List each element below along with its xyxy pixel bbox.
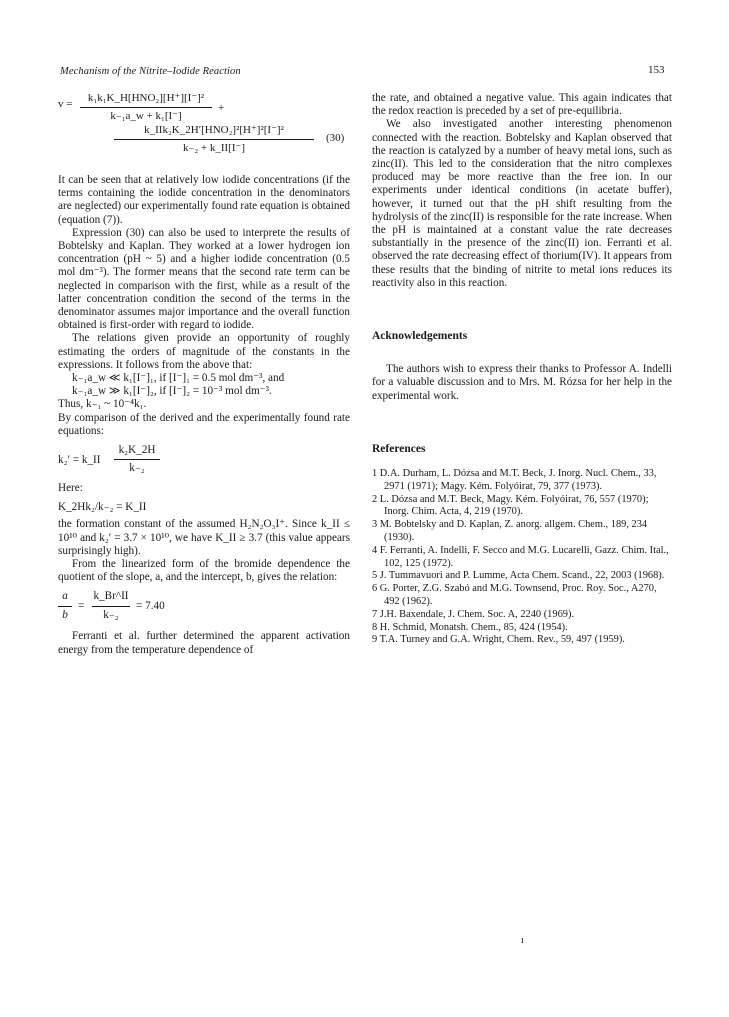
left-paragraph-1: It can be seen that at relatively low iodide concentrations (if the terms containing the iodide concentration in the denominators are neglected) our experimentally found rate equation is obtained (equation (7)). <box>58 174 351 226</box>
eq30-fraction-2 <box>114 124 314 155</box>
condition-1: k₋₁a_w ≪ k₁[I⁻]₁, if [I⁻]₁ = 0.5 mol dm⁻³, and <box>72 372 285 385</box>
left-paragraph-2: Expression (30) can also be used to interprete the results of Bobtelsky and Kaplan. They worked at a lower hydrogen ion concentration (pH ~ 5) and a higher iodide concentration (0.5 mol dm⁻³). The former means that the second rate term can be neglected in comparison with the first, while as a result of the latter concentration condition the second of the terms in the denominator assumes major importance and the overall function obtained is first-order with regard to iodide. <box>58 226 350 332</box>
left-paragraph-3: The relations given provide an opportunity of roughly estimating the orders of magnitude of the constants in the expressions. It follows from the above that: <box>58 332 350 371</box>
eq-ab-equals: = <box>78 600 85 613</box>
left-paragraph-5: the formation constant of the assumed H₂N₂O₃I⁺. Since k_II ≤ 10¹⁰ and k₂′ = 3.7 × 10¹⁰, we have K_II ≥ 3.7 (this value appears surprisingly high). <box>58 518 350 557</box>
eq-ab-denominator: k₋₂ <box>103 608 119 621</box>
reference-item: 5 J. Tummavuori and P. Lumme, Acta Chem. Scand., 22, 2003 (1968). <box>372 570 665 582</box>
eq-k2-numerator: k₂K_2H <box>114 444 160 460</box>
left-paragraph-4: By comparison of the derived and the experimentally found rate equations: <box>58 411 350 437</box>
eq-k2-fraction <box>114 444 160 475</box>
reference-item: 6 G. Porter, Z.G. Szabó and M.G. Townsend, Proc. Roy. Soc., A270, 492 (1962). <box>372 583 657 608</box>
running-head: Mechanism of the Nitrite–Iodide Reaction <box>60 66 241 77</box>
eq30-number: (30) <box>326 132 345 144</box>
right-column <box>372 92 672 647</box>
right-paragraph-1: the rate, and obtained a negative value. This again indicates that the redox reaction is preceded by a set of pre-equilibria. <box>372 92 672 118</box>
left-paragraph-7: Ferranti et al. further determined the apparent activation energy from the temperature dependence of <box>58 630 350 656</box>
equation-k2 <box>58 444 350 478</box>
eq-ab-b: b <box>62 608 68 621</box>
eq-ab-a: a <box>58 590 72 606</box>
left-paragraph-6: From the linearized form of the bromide dependence the quotient of the slope, a, and the intercept, b, gives the relation: <box>58 558 350 584</box>
eq-ab-rhs-fraction <box>92 590 130 621</box>
eq30-numerator-2: k_IIk₂K_2H′[HNO₂]²[H⁺]²[I⁻]² <box>114 124 314 140</box>
eq-k2-denominator: k₋₂ <box>129 462 145 475</box>
here-label: Here: <box>58 482 83 495</box>
reference-item: 8 H. Schmid, Monatsh. Chem., 85, 424 (1954). <box>372 621 568 633</box>
left-column <box>58 92 350 657</box>
reference-item: 3 M. Bobtelsky and D. Kaplan, Z. anorg. allgem. Chem., 189, 234 (1930). <box>372 519 648 544</box>
references-heading: References <box>372 442 426 455</box>
eq30-numerator-1: k₁k₁K_H[HNO₂][H⁺][I⁻]² <box>80 92 212 108</box>
footer-mark: ı <box>521 935 524 946</box>
reference-item: 4 F. Ferranti, A. Indelli, F. Secco and M.G. Lucarelli, Gazz. Chim. Ital., 102, 125 (1972). <box>372 544 669 569</box>
reference-item: 2 L. Dózsa and M.T. Beck, Magy. Kém. Folyóirat, 76, 557 (1970); Inorg. Chim. Acta, 4, 219 (1970). <box>372 493 649 518</box>
right-paragraph-2: We also investigated another interesting phenomenon connected with the reaction. Bobtelsky and Kaplan observed that the reaction is catalyzed by a number of heavy metal ions, such as zinc(II). This led to the consideration that the nitro complexes produced may be more reactive than the free ion. In our experiments under identical conditions (in acetate buffer), however, it turned out that the pH shift resulting from the hydrolysis of the zinc(II) is responsible for the rate increase. When the pH is maintained at a constant value the rate decreases substantially in the presence of the zinc(II) ion. Ferranti et al. observed the rate decreasing effect of thorium(IV). It appears from these results that the binding of nitrite to metal ions reduces its reactivity also in this reaction. <box>372 118 672 289</box>
condition-2: k₋₁a_w ≫ k₁[I⁻]₂, if [I⁻]₂ = 10⁻³ mol dm⁻³. <box>72 385 272 398</box>
eq30-fraction-1 <box>80 92 212 123</box>
page-number: 153 <box>648 64 665 76</box>
acknowledgements-text: The authors wish to express their thanks to Professor A. Indelli for a valuable discussion and to Mrs. M. Rózsa for her help in the experimental work. <box>372 363 672 402</box>
eq30-denominator-2: k₋₂ + k_II[I⁻] <box>183 142 245 155</box>
equation-ab <box>58 590 350 624</box>
acknowledgements-heading: Acknowledgements <box>372 330 468 343</box>
eq-k2-lhs: k₂′ = k_II <box>58 454 101 467</box>
reference-item: 7 J.H. Baxendale, J. Chem. Soc. A, 2240 (1969). <box>372 608 575 620</box>
eq-ab-value: = 7.40 <box>136 600 165 613</box>
eq-ab-numerator: k_Br^II <box>92 590 130 606</box>
equation-k2h: K_2Hk₂/k₋₂ = K_II <box>58 501 147 514</box>
reference-item: 9 T.A. Turney and G.A. Wright, Chem. Rev., 59, 497 (1959). <box>372 634 625 646</box>
eq-ab-lhs-fraction <box>58 590 72 621</box>
equation-30 <box>58 92 350 174</box>
eq30-plus: + <box>218 102 225 114</box>
eq30-v: v = <box>58 98 73 110</box>
reference-item: 1 D.A. Durham, L. Dózsa and M.T. Beck, J. Inorg. Nucl. Chem., 33, 2971 (1971); Magy. Kém. Folyóirat, 79, 377 (1973). <box>372 468 657 492</box>
references-list <box>372 468 672 647</box>
eq30-denominator-1: k₋₁a_w + k₁[I⁻] <box>110 110 182 123</box>
thus-line: Thus, k₋₁ ~ 10⁻⁴k₁. <box>58 398 147 411</box>
